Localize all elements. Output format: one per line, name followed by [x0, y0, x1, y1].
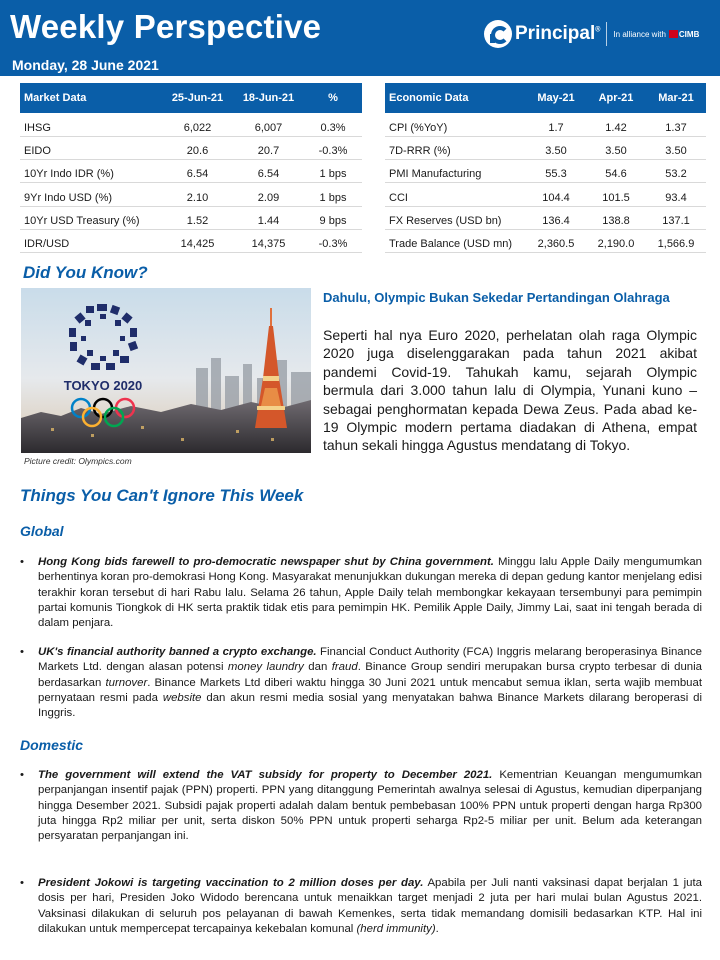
column-header: Apr-21	[586, 83, 646, 113]
did-you-know-heading: Did You Know?	[23, 263, 148, 282]
table-cell: 1 bps	[304, 160, 362, 183]
news-emphasis: turnover	[105, 676, 148, 689]
table-cell: 54.6	[586, 160, 646, 183]
news-body: dan	[303, 661, 332, 674]
tokyo-2020-photo	[21, 288, 311, 453]
table-cell: 2.09	[233, 183, 304, 206]
table-row	[385, 160, 706, 183]
news-body: dan akun resmi media sosial yang menyatakan bahwa Binance Markets dilarang beroperasi di Inggris.	[38, 691, 702, 720]
table-cell: 2,360.5	[526, 229, 586, 252]
principal-logo	[484, 20, 699, 48]
news-headline: UK's financial authority banned a crypto exchange.	[38, 646, 317, 658]
column-header: Market Data	[20, 83, 162, 113]
table-cell: 14,425	[162, 229, 233, 252]
news-emphasis: money laundry	[227, 661, 304, 674]
news-item	[20, 645, 702, 721]
table-cell: -0.3%	[304, 229, 362, 252]
global-section-label: Global	[20, 523, 64, 539]
news-headline: The government will extend the VAT subsidy for property to December 2021.	[38, 769, 493, 781]
table-cell: -0.3%	[304, 136, 362, 159]
news-item	[20, 876, 702, 937]
table-cell: 104.4	[526, 183, 586, 206]
news-emphasis: (herd immunity)	[356, 922, 436, 935]
table-cell: 137.1	[646, 206, 706, 229]
alliance-text: In alliance with	[613, 29, 666, 39]
domestic-section-label: Domestic	[20, 737, 84, 753]
table-cell: 20.7	[233, 136, 304, 159]
logo-divider	[606, 22, 607, 46]
table-cell: 6.54	[233, 160, 304, 183]
column-header: 18-Jun-21	[233, 83, 304, 113]
row-label: EIDO	[20, 136, 162, 159]
row-label: 9Yr Indo USD (%)	[20, 183, 162, 206]
bullet: •	[20, 877, 24, 889]
table-cell: 20.6	[162, 136, 233, 159]
table-cell: 136.4	[526, 206, 586, 229]
table-cell: 3.50	[586, 136, 646, 159]
news-emphasis: website	[162, 691, 202, 704]
row-label: FX Reserves (USD bn)	[385, 206, 526, 229]
table-row	[20, 183, 362, 206]
tokyo-skyline-image	[21, 288, 311, 453]
table-row	[20, 229, 362, 252]
table-header-row	[20, 83, 362, 113]
bullet: •	[20, 646, 24, 658]
news-body: . Binance Group sendiri merupakan bursa crypto terbesar di dunia berdasarkan	[38, 661, 702, 689]
cimb-icon	[669, 30, 678, 38]
page-header	[0, 0, 720, 76]
table-cell: 1 bps	[304, 183, 362, 206]
table-cell: 93.4	[646, 183, 706, 206]
row-label: Trade Balance (USD mn)	[385, 229, 526, 252]
news-body: . Binance Markets Ltd diberi waktu hingga 30 Juni 2021 untuk mencabut semua iklan, serta wajib membuat pernyataan resmi pada	[38, 676, 702, 704]
partner-name: CIMB	[678, 29, 700, 39]
news-headline: Hong Kong bids farewell to pro-democratic newspaper shut by China government.	[38, 556, 494, 568]
bullet: •	[20, 556, 24, 568]
table-cell: 138.8	[586, 206, 646, 229]
table-cell: 1.7	[526, 113, 586, 136]
table-cell: 6.54	[162, 160, 233, 183]
table-cell: 14,375	[233, 229, 304, 252]
table-cell: 6,022	[162, 113, 233, 136]
column-header: May-21	[526, 83, 586, 113]
news-body: .	[435, 922, 439, 935]
table-cell: 2.10	[162, 183, 233, 206]
market-data-table	[20, 83, 362, 253]
table-row	[385, 183, 706, 206]
did-you-know-body: Seperti hal nya Euro 2020, perhelatan olah raga Olympic 2020 juga diselenggarakan pada tahun 2021 akibat pandemi Covid-19. Tahukah kamu, sejarah Olympic bermula dari 3.000 tahun lalu di Olympia, Yunani kuno – sebagai penghormatan kepada Dewa Zeus. Pada abad ke-19 Olympic modern pertama diadakan di Athena, empat tahun sekali hingga Agustus mendatang di Tokyo.	[323, 327, 697, 454]
things-section-heading: Things You Can't Ignore This Week	[20, 486, 304, 505]
row-label: 10Yr USD Treasury (%)	[20, 206, 162, 229]
table-cell: 9 bps	[304, 206, 362, 229]
table-cell: 6,007	[233, 113, 304, 136]
page-title: Weekly Perspective	[10, 8, 322, 45]
news-item	[20, 555, 702, 631]
column-header: 25-Jun-21	[162, 83, 233, 113]
table-cell: 1.37	[646, 113, 706, 136]
table-cell: 53.2	[646, 160, 706, 183]
row-label: IHSG	[20, 113, 162, 136]
news-body: Minggu lalu Apple Daily mengumumkan berhentinya koran pro-demokrasi Hong Kong. Masyarakat menunjukkan dukungan mereka di depan gedung kantor menjelang edisi terakhir koran tersebut di hari Rabu lalu. Selama 26 tahun, Apple Daily telah membongkar kekayaan tersembunyi para pemimpin partai komunis Tiongkok di HK serta praktik tidak etis para pemimpin HK. Pemilik Apple Daily, Jimmy Lai, saat ini tengah berada di dalam penjara.	[38, 556, 703, 630]
news-item	[20, 768, 702, 844]
economic-data-table	[385, 83, 706, 253]
row-label: CCI	[385, 183, 526, 206]
did-you-know-headline: Dahulu, Olympic Bukan Sekedar Pertandingan Olahraga	[323, 290, 670, 305]
table-row	[385, 229, 706, 252]
news-body: Kementrian Keuangan mengumumkan perpanjangan insentif pajak (PPN) properti. PPN yang ditanggung Pemerintah awalnya selesai di Agustus, kemudian diperpanjang hingga Desember 2021. Subsidi pajak properti adalah dalam bentuk pembebasan 100% PPN untuk properti dengan harga Rp300 juta hingga Rp2 miliar per unit, serta diskon 50% PPN untuk properti seharga Rp2-5 miliar per unit. Belum ada keterangan persyaratan perpanjangan ini.	[38, 769, 702, 843]
table-cell: 1.44	[233, 206, 304, 229]
table-row	[385, 136, 706, 159]
news-body: Financial Conduct Authority (FCA) Inggris melarang beroperasinya Binance Markets Ltd. dengan alasan potensi	[38, 646, 703, 674]
column-header: %	[304, 83, 362, 113]
row-label: IDR/USD	[20, 229, 162, 252]
row-label: 10Yr Indo IDR (%)	[20, 160, 162, 183]
table-cell: 3.50	[526, 136, 586, 159]
table-header-row	[385, 83, 706, 113]
table-cell: 101.5	[586, 183, 646, 206]
row-label: PMI Manufacturing	[385, 160, 526, 183]
table-cell: 1.42	[586, 113, 646, 136]
tokyo-2020-wordmark: TOKYO 2020	[63, 378, 143, 393]
principal-p-icon	[484, 20, 512, 48]
table-row	[385, 206, 706, 229]
table-cell: 3.50	[646, 136, 706, 159]
publication-date: Monday, 28 June 2021	[12, 57, 159, 73]
table-cell: 1,566.9	[646, 229, 706, 252]
table-row	[20, 136, 362, 159]
news-headline: President Jokowi is targeting vaccination to 2 million doses per day.	[38, 877, 424, 889]
table-cell: 55.3	[526, 160, 586, 183]
table-row	[20, 113, 362, 136]
photo-caption: Picture credit: Olympics.com	[24, 456, 132, 466]
table-row	[385, 113, 706, 136]
row-label: 7D-RRR (%)	[385, 136, 526, 159]
row-label: CPI (%YoY)	[385, 113, 526, 136]
table-cell: 2,190.0	[586, 229, 646, 252]
news-body: Apabila per Juli nanti vaksinasi dapat berjalan 1 juta dosis per hari, Presiden Joko Widodo berencana untuk menaikkan target menjadi 2 juta per hari mulai bulan Agustus 2021. Vaksinasi dilakukan di seluruh pos pelayanan di bawah Kemenkes, serta tidak memandang domisili bedasarkan KTP. Hal ini dilakukan untuk mempercepat tercapainya kekebalan komunal	[38, 877, 703, 935]
column-header: Economic Data	[385, 83, 526, 113]
bullet: •	[20, 769, 24, 781]
table-cell: 1.52	[162, 206, 233, 229]
table-row	[20, 160, 362, 183]
brand-name: Principal®	[515, 23, 601, 44]
table-cell: 0.3%	[304, 113, 362, 136]
table-row	[20, 206, 362, 229]
news-emphasis: fraud	[331, 661, 358, 674]
column-header: Mar-21	[646, 83, 706, 113]
